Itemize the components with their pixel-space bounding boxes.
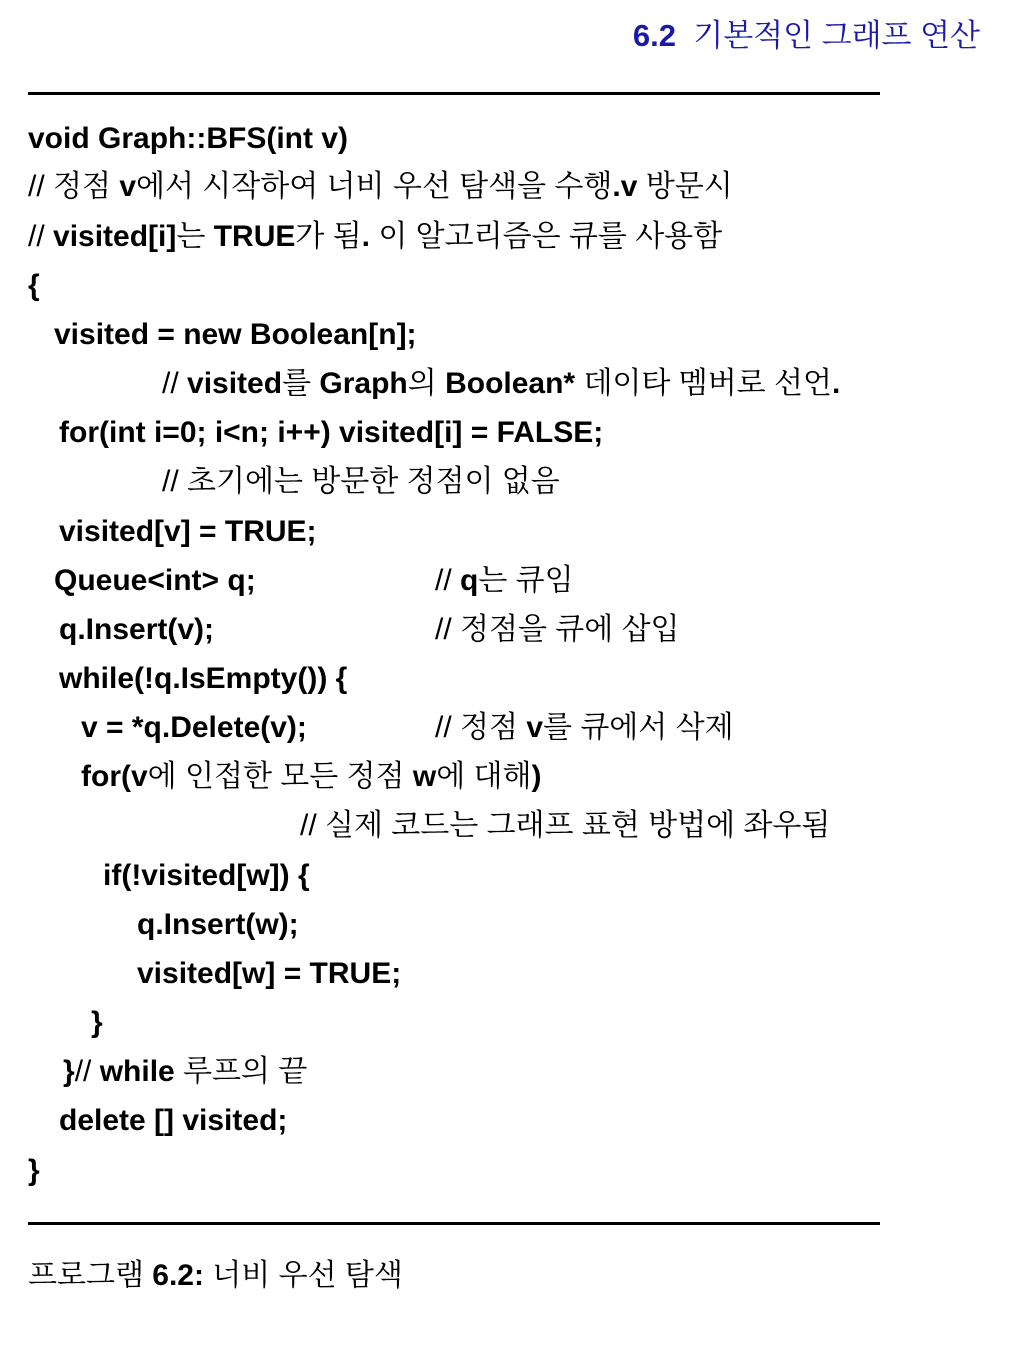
code-line: if(!visited[w]) { <box>103 859 310 892</box>
code-line: for(v에 인접한 모든 정점 w에 대해) <box>81 760 542 793</box>
code-comment: // 초기에는 방문한 정점이 없음 <box>162 465 560 498</box>
program-caption <box>28 1250 403 1294</box>
code-line: void Graph::BFS(int v) <box>28 122 348 155</box>
code-line: q.Insert(v); <box>59 613 215 646</box>
code-line: for(int i=0; i<n; i++) visited[i] = FALSE; <box>59 416 604 449</box>
code-comment: // q는 큐임 <box>435 564 574 597</box>
code-line: visited[w] = TRUE; <box>137 957 402 990</box>
code-comment: // visited를 Graph의 Boolean* 데이타 멤버로 선언. <box>162 367 841 400</box>
code-comment: // 정점 v에서 시작하여 너비 우선 탐색을 수행.v 방문시 <box>28 170 733 203</box>
code-line: delete [] visited; <box>59 1104 288 1137</box>
caption-prefix: 프로그램 <box>28 1259 153 1292</box>
code-line: v = *q.Delete(v); <box>81 711 307 744</box>
code-comment: // 정점을 큐에 삽입 <box>435 613 680 646</box>
code-line: }// while 루프의 끝 <box>63 1055 308 1088</box>
bottom-divider <box>28 1222 880 1225</box>
code-comment: // 실제 코드는 그래프 표현 방법에 좌우됨 <box>300 809 831 842</box>
section-title: 기본적인 그래프 연산 <box>693 18 980 53</box>
code-line: } <box>28 1154 40 1187</box>
caption-text: 너비 우선 탐색 <box>203 1259 403 1292</box>
code-line: } <box>91 1006 103 1039</box>
section-number: 6.2 <box>632 18 677 53</box>
code-comment: // visited[i]는 TRUE가 됨. 이 알고리즘은 큐를 사용함 <box>28 220 723 253</box>
code-line: while(!q.IsEmpty()) { <box>59 662 348 695</box>
code-comment: // 정점 v를 큐에서 삭제 <box>435 711 734 744</box>
code-line: visited[v] = TRUE; <box>59 515 317 548</box>
code-line: Queue<int> q; <box>54 564 256 597</box>
caption-number: 6.2: <box>152 1259 204 1292</box>
code-line: visited = new Boolean[n]; <box>54 318 417 351</box>
code-line: q.Insert(w); <box>137 908 299 941</box>
code-line: { <box>28 269 40 302</box>
